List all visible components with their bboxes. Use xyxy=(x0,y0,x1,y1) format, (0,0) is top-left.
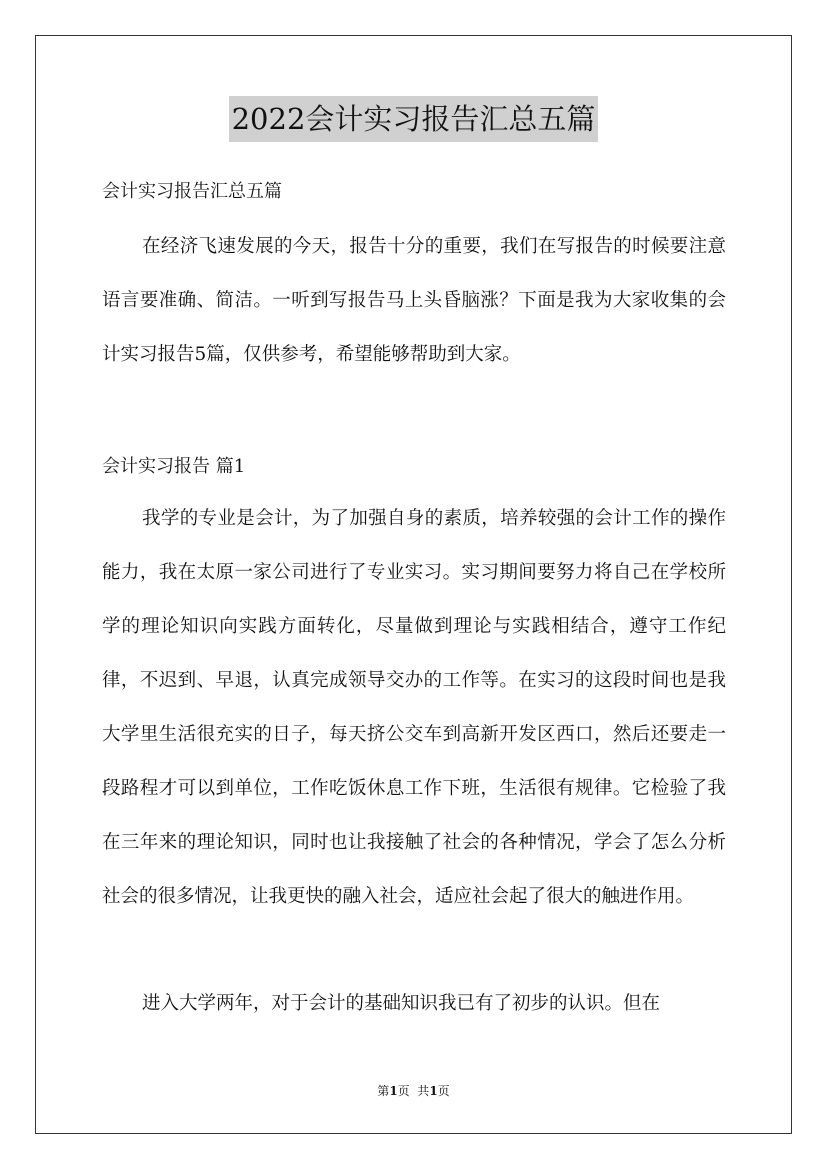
body-paragraph-1: 我学的专业是会计，为了加强自身的素质，培养较强的会计工作的操作能力，我在太原一家公司进行了专业实习。实习期间要努力将自己在学校所学的理论知识向实践方面转化，尽量做到理论与实践相结合，遵守工作纪律，不迟到、早退，认真完成领导交办的工作等。在实习的这段时间也是我大学里生活很充实的日子，每天挤公交车到高新开发区西口，然后还要走一段路程才可以到单位，工作吃饭休息工作下班，生活很有规律。它检验了我在三年来的理论知识，同时也让我接触了社会的各种情况，学会了怎么分析社会的很多情况，让我更快的融入社会，适应社会起了很大的触进作用。 xyxy=(102,508,726,907)
body-paragraph-2: 进入大学两年，对于会计的基础知识我已有了初步的认识。但在 xyxy=(142,993,661,1014)
section-heading: 会计实习报告 篇1 xyxy=(102,456,246,477)
document-subtitle: 会计实习报告汇总五篇 xyxy=(102,181,282,202)
intro-paragraph: 在经济飞速发展的今天，报告十分的重要，我们在写报告的时候要注意语言要准确、简洁。一听到写报告马上头昏脑涨？下面是我为大家收集的会计实习报告5篇，仅供参考，希望能够帮助到大家。 xyxy=(102,236,726,365)
document-title: 2022会计实习报告汇总五篇 xyxy=(229,96,599,142)
page-footer xyxy=(0,1082,827,1100)
page-current: 1 xyxy=(389,1084,398,1098)
page-mid: 页 共 xyxy=(397,1084,430,1098)
page-prefix: 第 xyxy=(377,1084,390,1098)
page-suffix: 页 xyxy=(437,1084,450,1098)
page-total: 1 xyxy=(429,1084,438,1098)
title-container xyxy=(0,96,827,142)
